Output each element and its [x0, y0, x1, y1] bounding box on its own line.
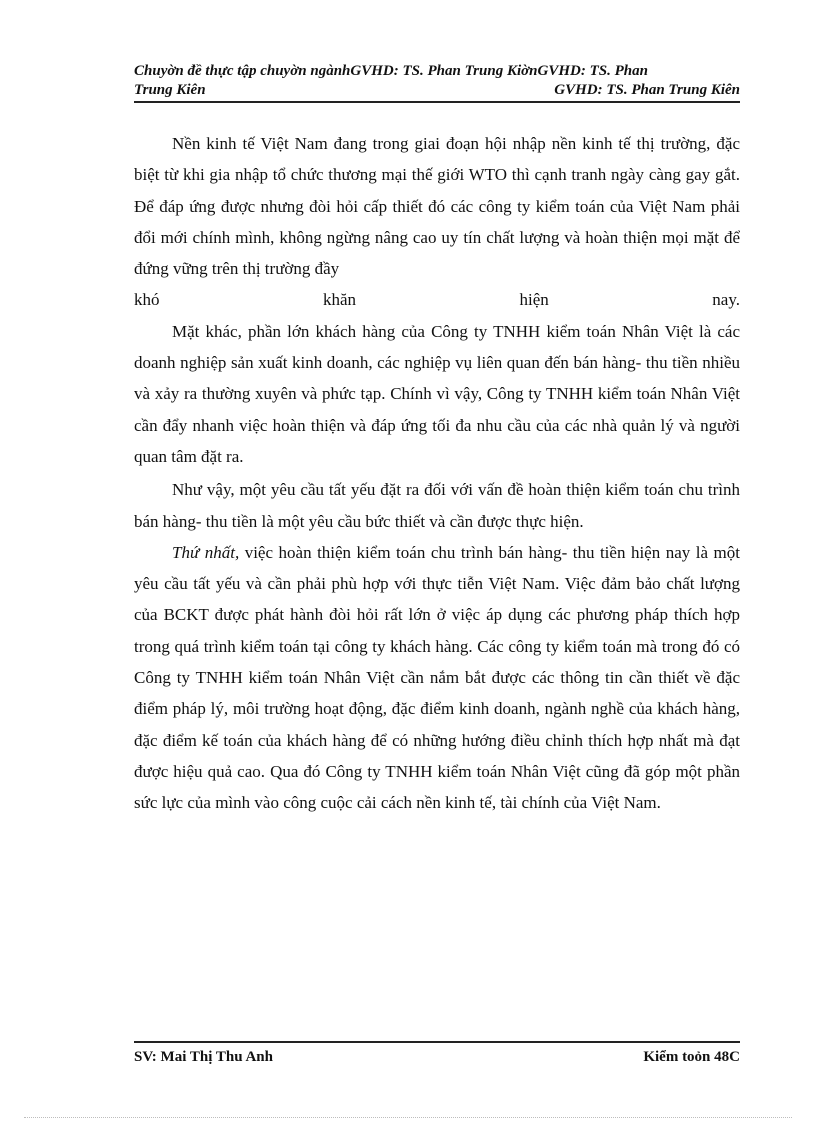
paragraph-4-rest: việc hoàn thiện kiểm toán chu trình bán hàng- thu tiền hiện nay là một yêu cầu tất yếu và cần phải phù hợp với thực tiễn Việt Nam. Việc đảm bảo chất lượng của BCKT được phát hành đòi hỏi rất lớn ở việc áp dụng các phương pháp thích hợp trong quá trình kiểm toán tại công ty khách hàng. Các công ty kiểm toán mà trong đó có Công ty TNHH kiểm toán Nhân Việt cần nắm bắt được các thông tin cần thiết về đặc điểm pháp lý, môi trường hoạt động, đặc điểm kinh doanh, ngành nghề của khách hàng, đặc điểm kế toán của khách hàng để có những hướng điều chỉnh thích hợp nhất mà đạt được hiệu quả cao. Qua đó Công ty TNHH kiểm toán Nhân Việt cũng đã góp một phần sức lực của mình vào công cuộc cải cách nền kinh tế, tài chính của Việt Nam.	[134, 542, 740, 813]
page-edge-dotted-line	[24, 1117, 792, 1118]
paragraph-3: Như vậy, một yêu cầu tất yếu đặt ra đối với vấn đề hoàn thiện kiểm toán chu trình bán hàng- thu tiền là một yêu cầu bức thiết và cần được thực hiện.	[134, 480, 740, 531]
header-line-2-right: GVHD: TS. Phan Trung Kiên	[554, 82, 740, 98]
page-footer	[134, 1047, 740, 1067]
footer-student-name: SV: Mai Thị Thu Anh	[134, 1049, 273, 1065]
header-line-2	[134, 81, 740, 100]
body-text	[134, 128, 740, 819]
paragraph-1-main: Nền kinh tế Việt Nam đang trong giai đoạn hội nhập nền kinh tế thị trường, đặc biệt từ khi gia nhập tổ chức thương mại thế giới WTO thì cạnh tranh ngày càng gay gắt. Để đáp ứng được nhưng đòi hỏi cấp thiết đó các công ty kiểm toán của Việt Nam phải đổi mới chính mình, không ngừng nâng cao uy tín chất lượng và hoàn thiện mọi mặt để đứng vững trên thị trường đầy	[134, 134, 740, 279]
paragraph-2: Mặt khác, phần lớn khách hàng của Công ty TNHH kiểm toán Nhân Việt là các doanh nghiệp sản xuất kinh doanh, các nghiệp vụ liên quan đến bán hàng- thu tiền nhiều và xảy ra thường xuyên và phức tạp. Chính vì vậy, Công ty TNHH kiểm toán Nhân Việt cần đẩy nhanh việc hoàn thiện và đáp ứng tối đa nhu cầu của các nhà quản lý và người quan tâm đặt ra.	[134, 321, 740, 466]
paragraph-1	[134, 128, 740, 284]
header-line-2-left: Trung Kiên	[134, 82, 206, 98]
paragraph-1-tail: khó khăn hiện nay.	[134, 290, 740, 310]
paragraph-4	[134, 537, 740, 819]
page-header	[134, 62, 740, 100]
footer-class: Kiểm toỏn 48C	[643, 1049, 740, 1065]
header-divider	[134, 101, 740, 103]
paragraph-4-lead: Thứ nhất,	[172, 542, 240, 562]
header-line-1: Chuyờn đề thực tập chuyờn ngànhGVHD: TS. Phan Trung KiờnGVHD: TS. Phan	[134, 63, 648, 79]
footer-divider	[134, 1041, 740, 1043]
